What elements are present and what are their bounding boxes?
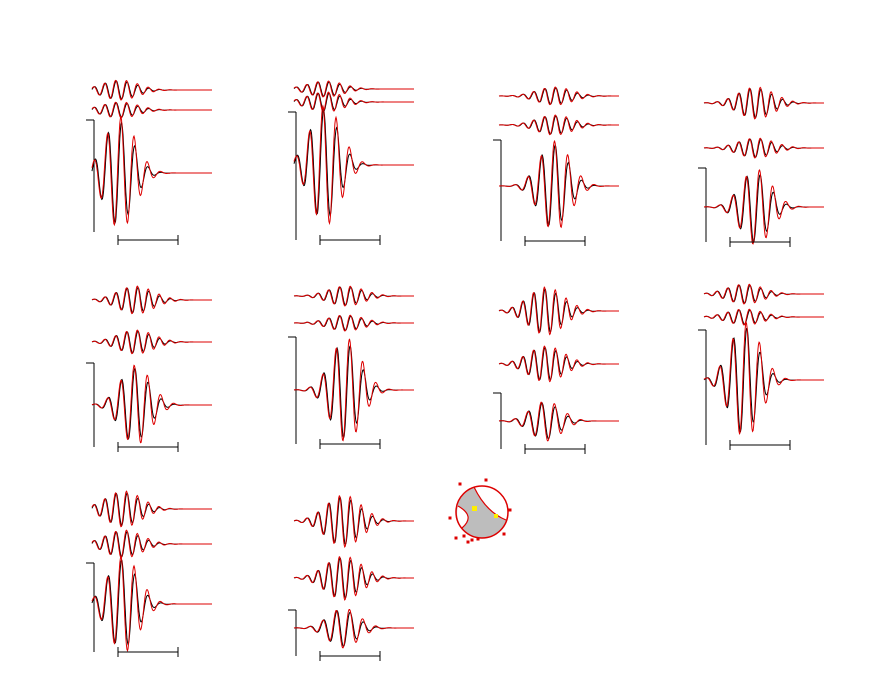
station-panel xyxy=(698,284,824,450)
station-marker xyxy=(467,541,470,544)
station-marker xyxy=(509,509,512,512)
p-axis-marker xyxy=(472,506,477,511)
station-marker xyxy=(503,533,506,536)
station-panel xyxy=(86,80,212,245)
station-panel xyxy=(86,491,212,657)
station-marker xyxy=(477,538,480,541)
station-panel xyxy=(698,87,824,247)
station-marker xyxy=(459,483,462,486)
observed-trace xyxy=(92,560,212,644)
station-panel xyxy=(493,87,619,246)
station-panel xyxy=(493,287,619,454)
station-panel xyxy=(288,81,414,245)
station-panel xyxy=(288,496,414,661)
focal-mechanism-beachball xyxy=(449,479,512,544)
station-marker xyxy=(455,537,458,540)
station-marker xyxy=(485,479,488,482)
synthetic-trace xyxy=(92,117,212,225)
observed-trace xyxy=(704,175,824,242)
station-marker xyxy=(471,539,474,542)
station-panel xyxy=(288,286,414,449)
station-marker xyxy=(463,535,466,538)
station-marker xyxy=(449,517,452,520)
t-axis-marker xyxy=(494,514,498,518)
station-panel xyxy=(86,286,212,452)
observed-trace xyxy=(294,110,414,215)
observed-trace xyxy=(294,346,414,438)
synthetic-trace xyxy=(704,322,824,434)
